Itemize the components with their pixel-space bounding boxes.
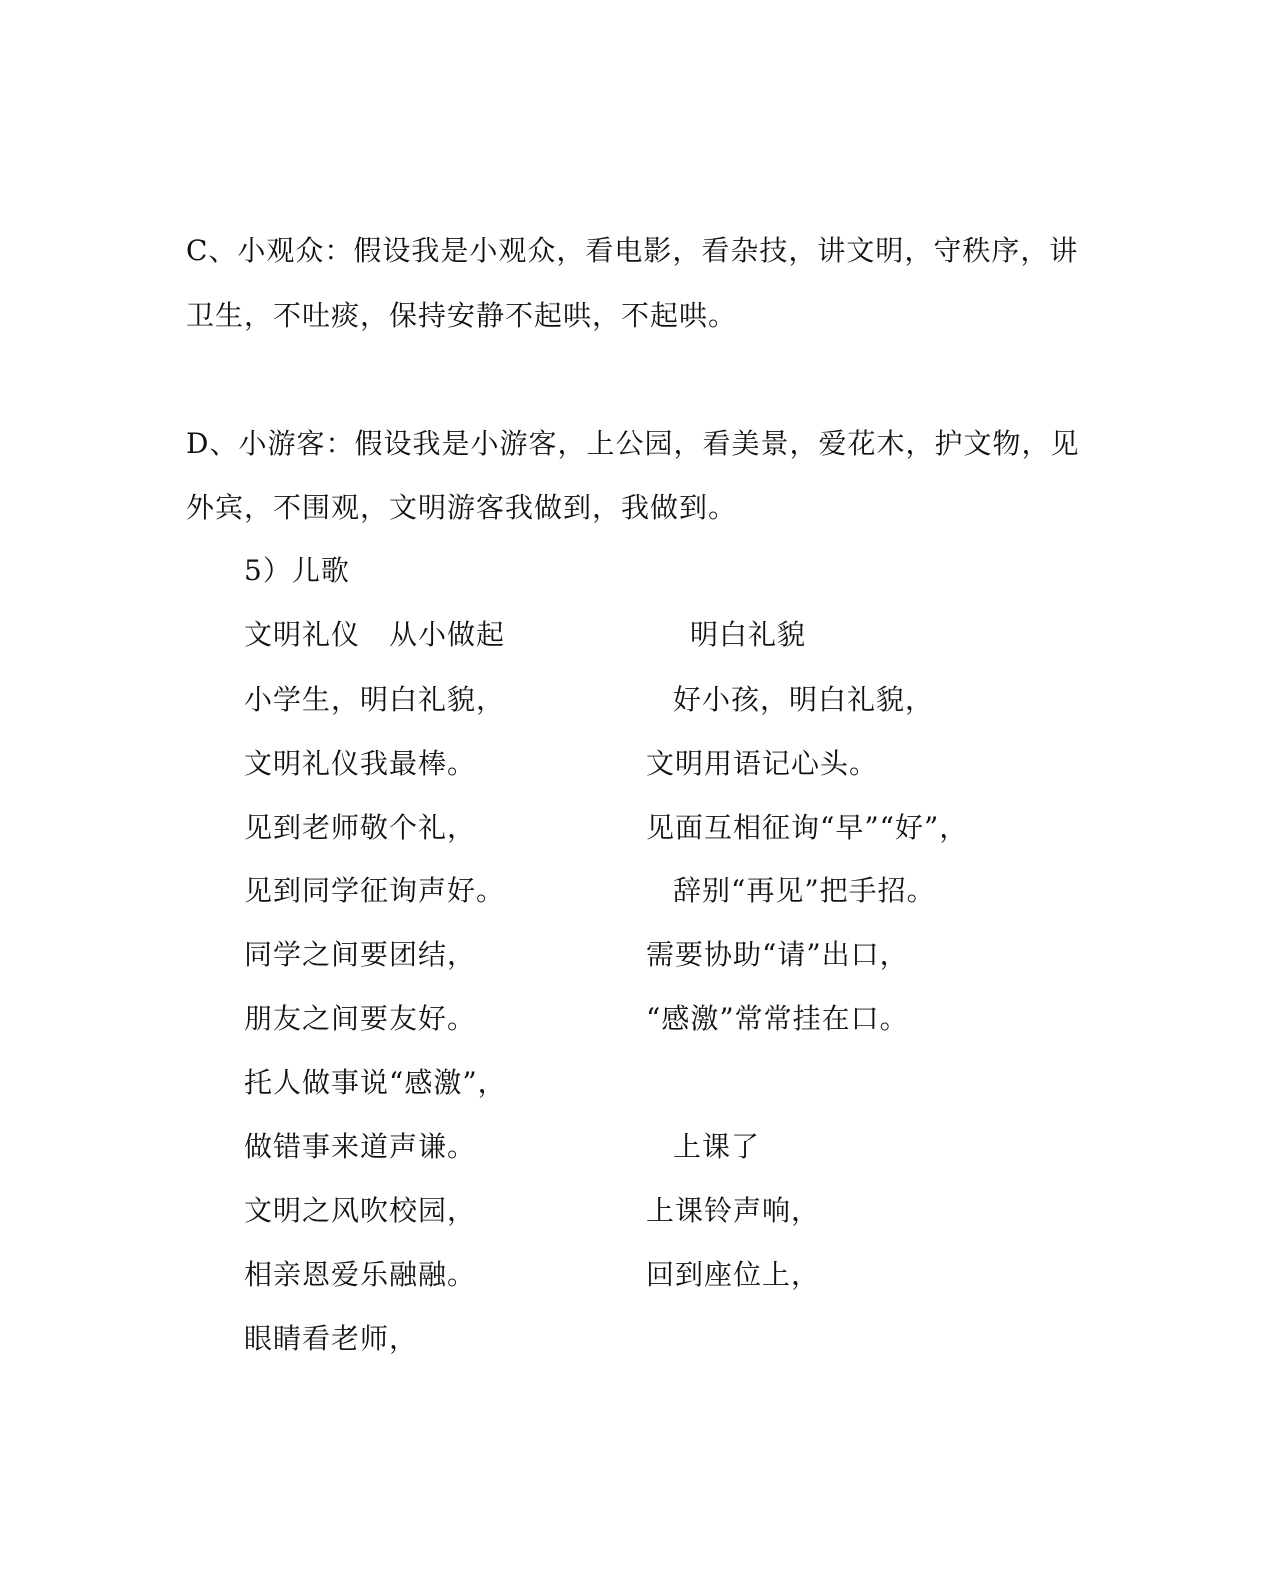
poem-right-line: 需要协助“请”出口， <box>646 938 909 971</box>
section-heading: 5）儿歌 <box>244 554 350 587</box>
poem-right-line: 上课铃声响， <box>646 1194 821 1227</box>
poem-right-title: 上课了 <box>673 1130 761 1163</box>
poem-left-title: 文明礼仪 从小做起 <box>244 618 506 651</box>
poem-right-line: 文明用语记心头。 <box>646 747 879 780</box>
poem-left-line: 小学生，明白礼貌， <box>244 683 506 716</box>
poem-left-line: 朋友之间要友好。 <box>244 1002 477 1035</box>
poem-right-title: 明白礼貌 <box>690 618 807 651</box>
poem-left-line: 文明之风吹校园， <box>244 1194 477 1227</box>
poem-left-line: 眼睛看老师， <box>244 1322 419 1355</box>
poem-right-line: 回到座位上， <box>646 1258 821 1291</box>
paragraph-c-line-1: C、小观众：假设我是小观众，看电影，看杂技，讲文明，守秩序，讲 <box>186 234 1079 267</box>
poem-right-line: 见面互相征询“早”“好”， <box>646 811 969 844</box>
poem-right-line: 辞别“再见”把手招。 <box>673 874 936 907</box>
poem-left-line: 相亲恩爱乐融融。 <box>244 1258 477 1291</box>
poem-left-line: 见到同学征询声好。 <box>244 874 506 907</box>
poem-right-line: 好小孩，明白礼貌， <box>673 683 935 716</box>
poem-left-line: 文明礼仪我最棒。 <box>244 747 477 780</box>
poem-left-line: 见到老师敬个礼， <box>244 811 477 844</box>
poem-right-line: “感激”常常挂在口。 <box>646 1002 909 1035</box>
paragraph-d-line-2: 外宾，不围观，文明游客我做到，我做到。 <box>186 491 738 524</box>
poem-left-line: 同学之间要团结， <box>244 938 477 971</box>
poem-left-line: 托人做事说“感激”， <box>244 1066 507 1099</box>
poem-left-line: 做错事来道声谦。 <box>244 1130 477 1163</box>
paragraph-d-line-1: D、小游客：假设我是小游客，上公园，看美景，爱花木，护文物，见 <box>186 427 1080 460</box>
paragraph-c-line-2: 卫生，不吐痰，保持安静不起哄，不起哄。 <box>186 299 738 332</box>
